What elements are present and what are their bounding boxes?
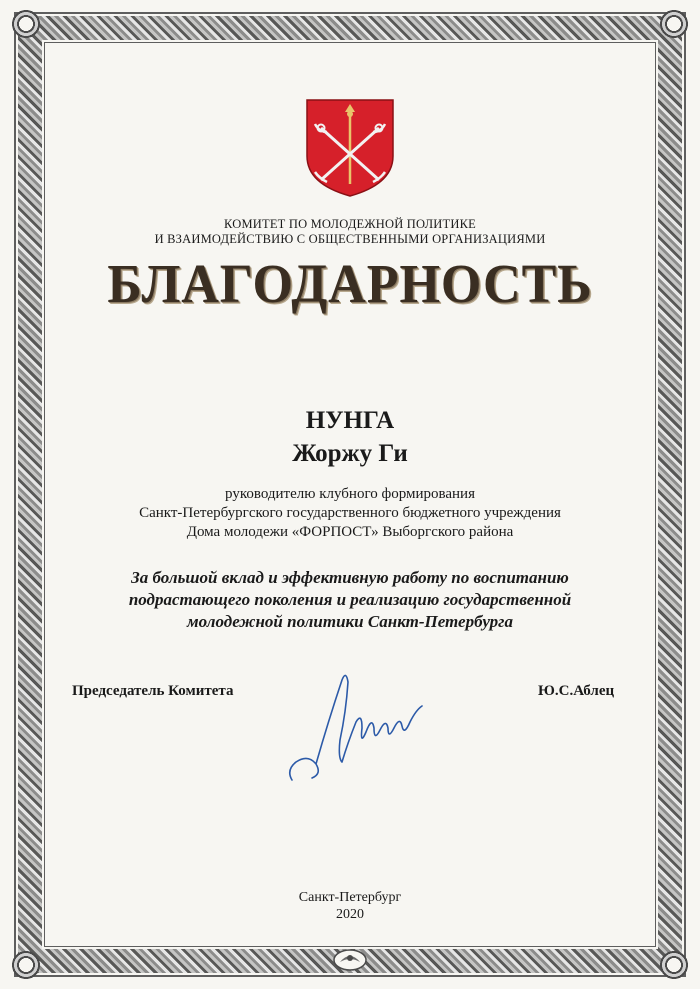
- position-line-2: Санкт-Петербургского государственного бюджетного учреждения: [139, 505, 561, 521]
- document-title: БЛАГОДАРНОСТЬ: [107, 254, 593, 315]
- handwritten-signature: [282, 662, 432, 787]
- footer-city: Санкт-Петербург: [298, 890, 402, 905]
- reason-line-3: молодежной политики Санкт-Петербурга: [187, 612, 513, 631]
- reason-line-1: За большой вклад и эффективную работу по воспитанию: [131, 568, 569, 587]
- corner-ornament-top-left: [8, 6, 44, 42]
- position-line-1: руководителю клубного формирования: [225, 486, 475, 502]
- signatory-role: Председатель Комитета: [72, 683, 234, 699]
- reason-line-2: подрастающего поколения и реализацию государственной: [128, 590, 572, 609]
- signatory-name: Ю.С.Аблец: [538, 683, 615, 699]
- corner-ornament-top-right: [656, 6, 692, 42]
- footer-year: 2020: [336, 907, 364, 922]
- bottom-emblem-ornament: [330, 946, 370, 972]
- position-line-3: Дома молодежи «ФОРПОСТ» Выборгского района: [186, 524, 514, 540]
- recipient-given-name: Жоржу Ги: [292, 440, 408, 467]
- committee-line-2: И ВЗАИМОДЕЙСТВИЮ С ОБЩЕСТВЕННЫМИ ОРГАНИЗАЦИЯМИ: [154, 232, 546, 246]
- corner-ornament-bottom-right: [656, 947, 692, 983]
- coat-of-arms-icon: [303, 98, 397, 198]
- corner-ornament-bottom-left: [8, 947, 44, 983]
- recipient-surname: НУНГА: [305, 407, 395, 434]
- committee-line-1: КОМИТЕТ ПО МОЛОДЕЖНОЙ ПОЛИТИКЕ: [224, 217, 476, 231]
